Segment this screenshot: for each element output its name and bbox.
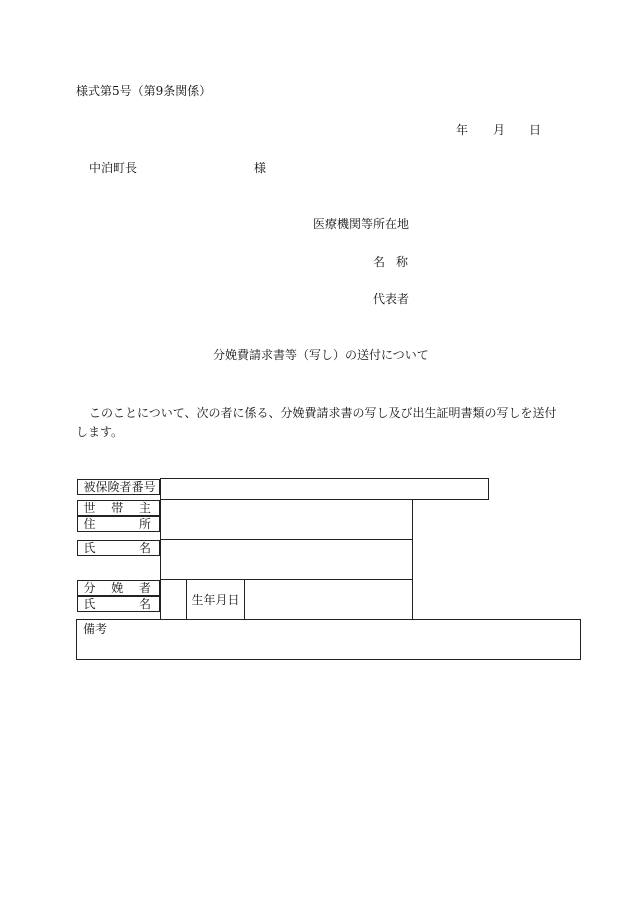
insured-number-field[interactable] — [161, 479, 489, 500]
insured-number-char: 番 — [131, 479, 144, 494]
birthdate-field[interactable] — [245, 580, 413, 620]
addressee-honorific: 様 — [254, 161, 267, 175]
household-address-field[interactable] — [161, 500, 413, 540]
body-line-1: このことについて、次の者に係る、分娩費請求書の写し及び出生証明書類の写しを送付 — [89, 406, 557, 420]
notes-row — [77, 620, 581, 660]
info-table — [76, 478, 581, 660]
mother-name-field[interactable] — [161, 580, 187, 620]
date-month-label: 月 — [493, 123, 506, 137]
insured-number-char: 者 — [119, 479, 132, 494]
household-head-char: 世 — [83, 500, 96, 515]
sender-address-label: 医療機関等所在地 — [313, 217, 410, 231]
mother-char: 分 — [83, 580, 96, 595]
form-number: 様式第5号（第9条関係） — [76, 84, 212, 98]
household-address-row — [77, 500, 581, 540]
insured-number-char: 被 — [83, 479, 96, 494]
date-day-label: 日 — [529, 123, 542, 137]
household-name-row — [77, 540, 581, 580]
insured-number-row — [77, 479, 581, 500]
sender-name-label-2: 称 — [396, 255, 409, 269]
household-name-label — [77, 540, 161, 556]
household-address-label — [77, 516, 161, 532]
address-char: 住 — [83, 516, 96, 531]
mother-label — [77, 580, 161, 596]
addressee-name: 中泊町長 — [89, 161, 138, 175]
insured-number-label — [77, 479, 161, 495]
insured-number-char: 号 — [143, 479, 156, 494]
notes-field[interactable] — [77, 620, 581, 660]
name-char: 氏 — [83, 540, 96, 555]
name-char: 名 — [138, 596, 151, 611]
sender-representative-label: 代表者 — [373, 292, 410, 306]
household-head-char: 主 — [138, 500, 151, 515]
household-head-label — [77, 500, 161, 516]
mother-row — [77, 580, 581, 620]
notes-label: 備考 — [83, 622, 108, 636]
insured-number-char: 険 — [107, 479, 120, 494]
household-name-field[interactable] — [161, 540, 413, 580]
insured-number-char: 保 — [95, 479, 108, 494]
name-char: 氏 — [83, 596, 96, 611]
sender-name-label-1: 名 — [373, 255, 386, 269]
date-year-label: 年 — [456, 123, 469, 137]
birthdate-label: 生年月日 — [187, 580, 245, 620]
household-head-char: 帯 — [111, 500, 124, 515]
body-line-2: します。 — [76, 425, 124, 439]
mother-char: 娩 — [111, 580, 124, 595]
mother-name-label — [77, 596, 161, 612]
name-char: 名 — [138, 540, 151, 555]
address-char: 所 — [138, 516, 151, 531]
document-title: 分娩費請求書等（写し）の送付について — [213, 348, 429, 362]
mother-char: 者 — [138, 580, 151, 595]
